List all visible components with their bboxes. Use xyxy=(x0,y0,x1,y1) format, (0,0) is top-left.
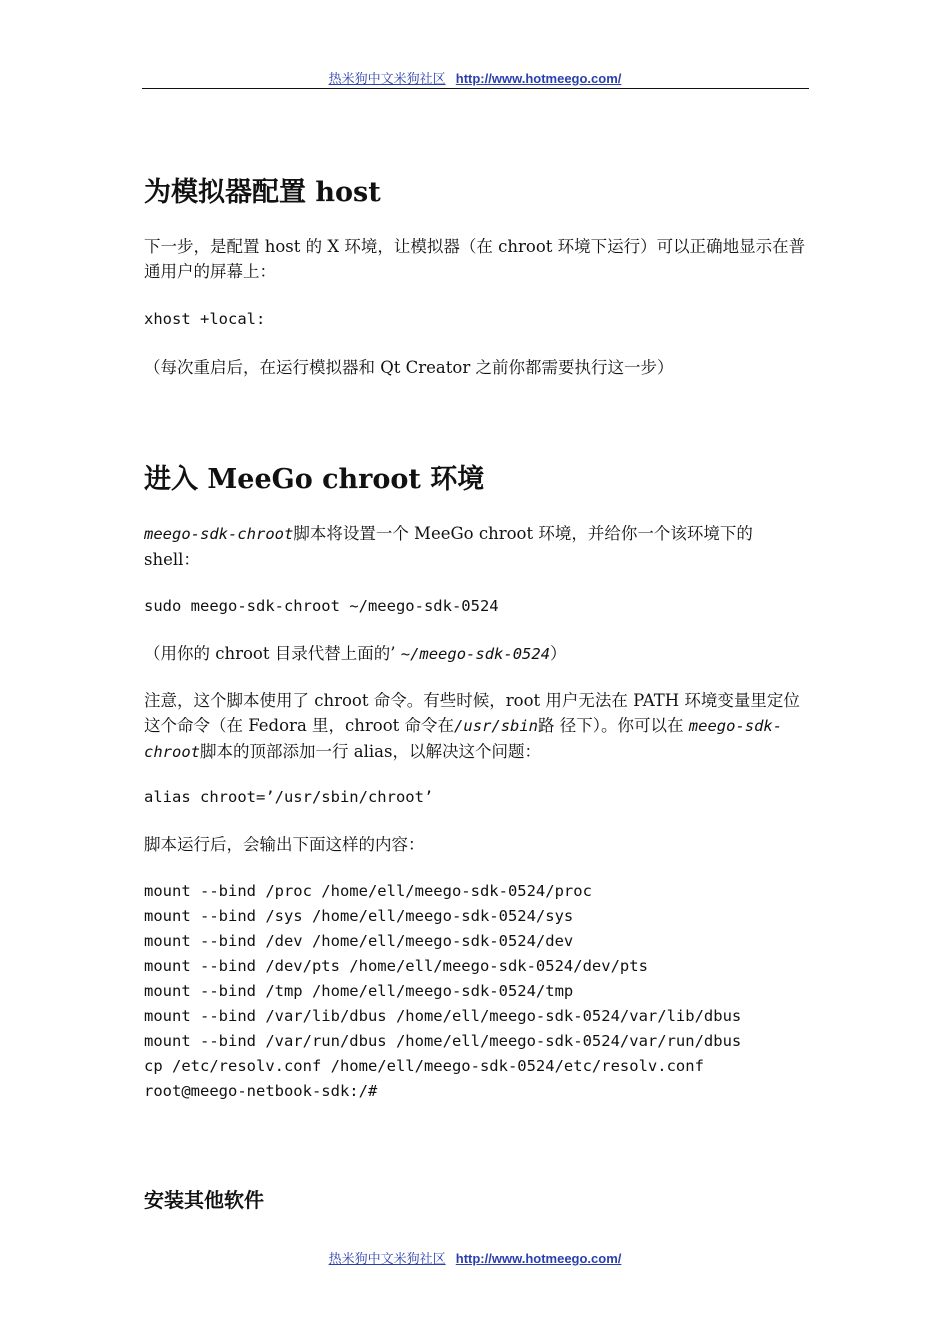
footer-url-link[interactable]: http://www.hotmeego.com/ xyxy=(455,1251,622,1266)
script-name: meego-sdk-chroot xyxy=(144,525,294,543)
chroot-paragraph-text: 脚本将设置一个 MeeGo chroot 环境，并给你一个该环境下的 shell： xyxy=(144,524,753,569)
xhost-command: xhost +local: xyxy=(144,310,266,328)
chroot-paragraph xyxy=(144,521,810,572)
output-line: cp /etc/resolv.conf /home/ell/meego-sdk-0524/etc/resolv.conf xyxy=(144,1057,704,1075)
output-line: mount --bind /dev /home/ell/meego-sdk-0524/dev xyxy=(144,932,574,950)
output-block xyxy=(144,879,741,1104)
path-note-path: /usr/sbin xyxy=(454,717,539,735)
chroot-command: sudo meego-sdk-chroot ~/meego-sdk-0524 xyxy=(144,597,499,615)
path-note xyxy=(144,688,810,765)
section-title-install: 安装其他软件 xyxy=(144,1188,264,1212)
alias-command: alias chroot=’/usr/sbin/chroot’ xyxy=(144,788,434,806)
output-line: mount --bind /proc /home/ell/meego-sdk-0524/proc xyxy=(144,882,592,900)
host-note: （每次重启后，在运行模拟器和 Qt Creator 之前你都需要执行这一步） xyxy=(144,358,674,377)
page-footer xyxy=(0,1248,950,1267)
header-divider xyxy=(142,88,809,89)
replace-suffix: ） xyxy=(550,644,567,663)
output-line: mount --bind /tmp /home/ell/meego-sdk-0524/tmp xyxy=(144,982,574,1000)
footer-site-link[interactable]: 热米狗中文米狗社区 xyxy=(328,1252,446,1267)
output-intro: 脚本运行后，会输出下面这样的内容： xyxy=(144,835,425,854)
header-url-link[interactable]: http://www.hotmeego.com/ xyxy=(455,71,622,86)
path-note-c: 脚本的顶部添加一行 alias，以解决这个问题： xyxy=(200,742,541,761)
output-line: mount --bind /dev/pts /home/ell/meego-sdk-0524/dev/pts xyxy=(144,957,648,975)
replace-path: ~/meego-sdk-0524 xyxy=(400,645,551,663)
host-paragraph: 下一步，是配置 host 的 X 环境，让模拟器（在 chroot 环境下运行）可以正确地显示在普通用户的屏幕上： xyxy=(144,237,806,281)
path-note-b: 路 径下）。你可以在 xyxy=(538,716,689,735)
section-title-chroot: 进入 MeeGo chroot 环境 xyxy=(144,464,485,495)
replace-note xyxy=(144,641,810,667)
header-site-link[interactable]: 热米狗中文米狗社区 xyxy=(328,72,446,87)
path-note-a: 注意，这个脚本使用了 chroot 命令。有些时候，root 用户无法在 PATH 环境变量里定位这个命令（在 Fedora 里，chroot 命令在 xyxy=(144,691,800,735)
output-line: mount --bind /var/run/dbus /home/ell/meego-sdk-0524/var/run/dbus xyxy=(144,1032,742,1050)
replace-prefix: （用你的 chroot 目录代替上面的’ xyxy=(144,644,401,663)
output-line: mount --bind /sys /home/ell/meego-sdk-0524/sys xyxy=(144,907,574,925)
output-line: mount --bind /var/lib/dbus /home/ell/meego-sdk-0524/var/lib/dbus xyxy=(144,1007,742,1025)
path-note-script: meego-sdk-chroot xyxy=(144,717,783,761)
page-header xyxy=(0,68,950,87)
section-title-host: 为模拟器配置 host xyxy=(144,177,381,208)
output-line: root@meego-netbook-sdk:/# xyxy=(144,1082,378,1100)
